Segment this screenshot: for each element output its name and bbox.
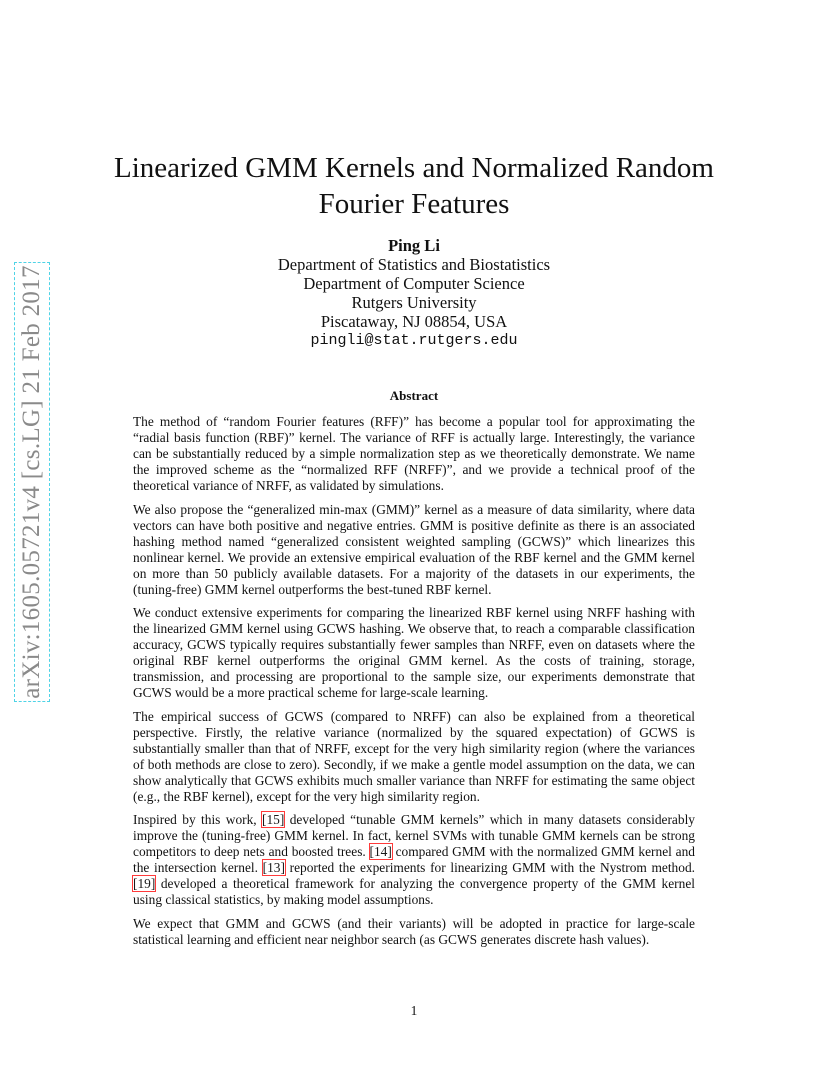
abstract-heading: Abstract [389,388,439,403]
author-email: pingli@stat.rutgers.edu [310,332,518,349]
paragraph-text: reported the experiments for linearizing GMM with the Nystrom method. [284,860,695,875]
abstract-paragraph: We conduct extensive experiments for comparing the linearized RBF kernel using NRFF hashing with the linearized GMM kernel using GCWS hashing. We observe that, to reach a comparable classification accuracy, GCWS typically requires substantially fewer samples than NRFF, even on datasets where the original RBF kernel outperforms the original GMM kernel. As the costs of training, storage, transmission, and processing are proportional to the sample size, our experiments demonstrate that GCWS would be a more practical scheme for large-scale learning. [133,605,695,700]
abstract-paragraph: We also propose the “generalized min-max (GMM)” kernel as a measure of data similarity, where data vectors can have both positive and negative entries. GMM is positive definite as there is an associated hashing method named “generalized consistent weighted sampling (GCWS)” which linearizes this nonlinear kernel. We provide an extensive empirical evaluation of the RBF kernel and the GMM kernel on more than 50 publicly available datasets. For a majority of the datasets in our experiments, the (tuning-free) GMM kernel outperforms the best-tuned RBF kernel. [133,501,695,597]
abstract-paragraph: The empirical success of GCWS (compared to NRFF) can also be explained from a theoretical perspective. Firstly, the relative variance (normalized by the squared expectation) of GCWS is substantially smaller than that of NRFF, except for the very high similarity region (where the variances of both methods are close to zero). Secondly, if we make a gentle model assumption on the data, we can show analytically that GCWS exhibits much smaller variance than NRFF for estimating the same object (e.g., the RBF kernel), except for the very high similarity region. [133,708,695,804]
abstract-body [133,414,695,955]
citation-link[interactable]: [15] [262,812,285,827]
citation-link[interactable]: [13] [262,860,285,875]
page-number: 1 [410,1003,418,1018]
affiliation-line: Piscataway, NJ 08854, USA [320,312,508,331]
paragraph-text: developed “tunable GMM kernels” which in many datasets considerably improve the (tuning-free) GMM kernel. In fact, kernel SVMs with tunable GMM kernels can be strong competitors to deep nets and boosted trees. [133,812,695,859]
author-block [200,236,628,350]
affiliation-line: Department of Statistics and Biostatistics [277,255,551,274]
paragraph-text: Inspired by this work, [133,812,263,827]
arxiv-identifier-stamp[interactable] [14,262,50,702]
citation-link[interactable]: [14] [369,844,392,859]
arxiv-identifier-text: arXiv:1605.05721v4 [cs.LG] 21 Feb 2017 [18,265,46,699]
paragraph-text: compared GMM with the normalized GMM kernel and the intersection kernel. [133,844,695,875]
citation-link[interactable]: [19] [133,876,156,891]
affiliation-line: Rutgers University [351,293,477,312]
abstract-paragraph [133,812,695,908]
abstract-paragraph: We expect that GMM and GCWS (and their variants) will be adopted in practice for large-scale statistical learning and efficient near neighbor search (as GCWS generates discrete hash values). [133,915,695,947]
paragraph-text: developed a theoretical framework for analyzing the convergence property of the GMM kernel using classical statistics, by making model assumptions. [133,876,695,907]
affiliation-line: Department of Computer Science [303,274,525,293]
paper-title: Linearized GMM Kernels and Normalized Random Fourier Features [114,152,714,220]
abstract-paragraph: The method of “random Fourier features (RFF)” has become a popular tool for approximating the “radial basis function (RBF)” kernel. The variance of RFF is actually large. Interestingly, the variance can be substantially reduced by a simple normalization step as we theoretically demonstrate. We name the improved scheme as the “normalized RFF (NRFF)”, and we provide a technical proof of the theoretical variance of NRFF, as validated by simulations. [133,414,695,493]
author-name: Ping Li [388,236,440,255]
